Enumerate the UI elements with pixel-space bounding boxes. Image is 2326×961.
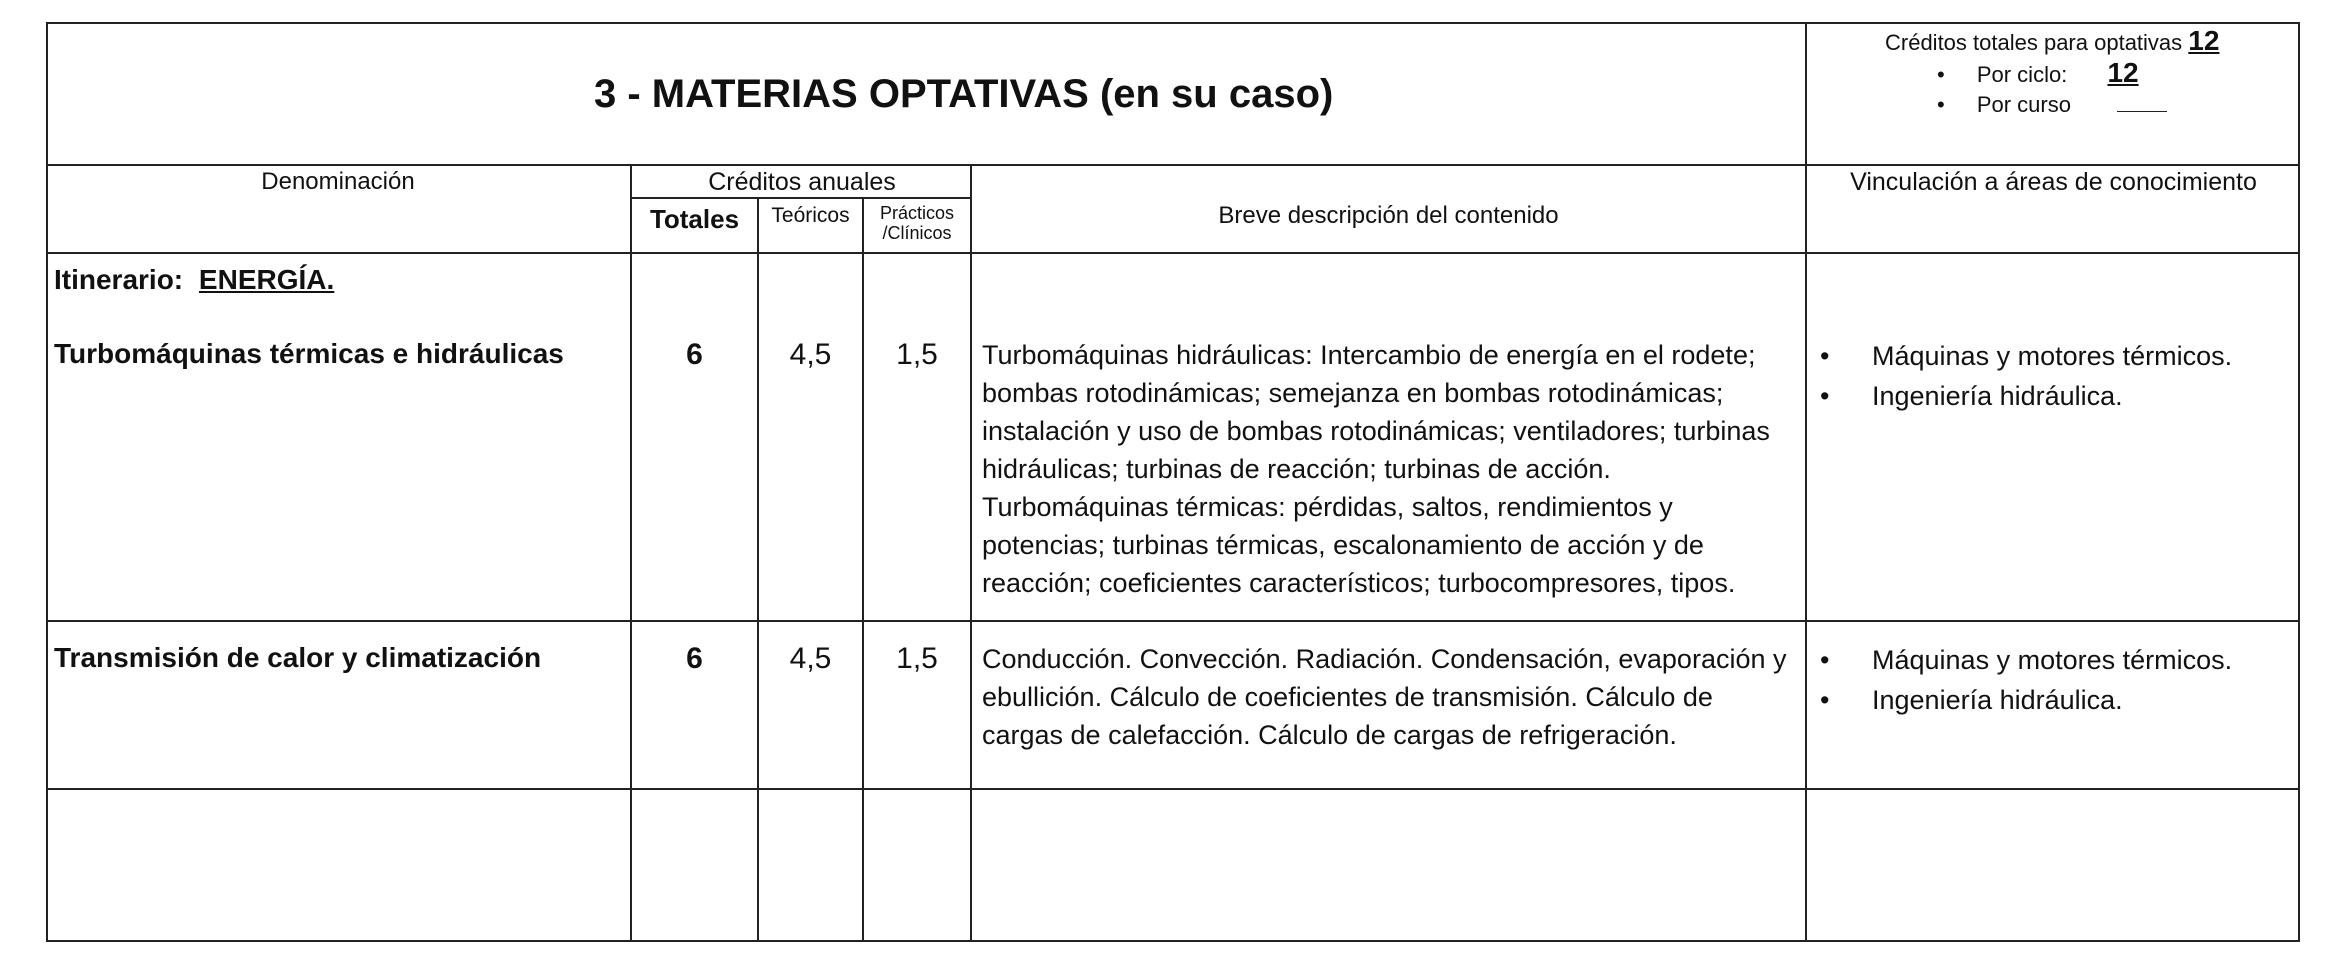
area-label: Máquinas y motores térmicos. [1872,645,2233,675]
subheader-divider [632,197,972,199]
credits-teoricos: 4,5 [789,642,832,675]
col-divider-denominacion [630,164,632,942]
col-header-vinculacion: Vinculación a áreas de conocimiento [1850,168,2257,196]
subject-name: Transmisión de calor y climatización [54,642,542,673]
description-line: hidráulicas; turbinas de reacción; turbinas de acción. [982,454,1611,484]
per-course-value [2117,91,2167,112]
bullet-icon: • [1937,92,1945,117]
col-divider-vinculacion [1805,22,1807,942]
knowledge-areas [1812,336,2297,416]
area-label: Máquinas y motores térmicos. [1872,341,2233,371]
col-header-descripcion: Breve descripción del contenido [1218,202,1559,229]
description-line: ebullición. Cálculo de coeficientes de transmisión. Cálculo de [982,682,1713,712]
description-line: bombas rotodinámicas; semejanza en bombas rotodinámicas; [982,378,1724,408]
bullet-icon: • [1820,341,1830,371]
credits-total-label: Créditos totales para optativas [1885,30,2183,55]
col-header-creditos-anuales: Créditos anuales [708,168,896,196]
per-cycle-value: 12 [2107,57,2139,88]
subject-description [982,640,1802,754]
col-divider-teoricos [862,197,864,942]
bullet-icon: • [1820,685,1830,715]
row-divider-1 [46,620,2300,622]
description-line: instalación y uso de bombas rotodinámicas; ventiladores; turbinas [982,416,1770,446]
per-course-label: Por curso [1976,92,2071,117]
credits-teoricos: 4,5 [789,338,832,371]
area-item [1812,336,2297,376]
area-label: Ingeniería hidráulica. [1872,685,2123,715]
col-header-practicos [864,203,970,243]
subject-description [982,336,1802,602]
col-header-denominacion: Denominación [261,168,415,195]
subject-name: Turbomáquinas térmicas e hidráulicas [54,338,564,369]
description-line: Turbomáquinas térmicas: pérdidas, saltos, rendimientos y [982,492,1673,522]
itinerary-line [54,264,334,296]
description-line: cargas de calefacción. Cálculo de cargas de refrigeración. [982,720,1677,750]
description-line: Conducción. Convección. Radiación. Condensación, evaporación y [982,644,1787,674]
itinerary-value: ENERGÍA. [198,264,335,295]
col-divider-practicos [970,164,972,942]
credits-totales: 6 [686,338,703,371]
credits-total-value: 12 [2188,25,2220,56]
area-item [1812,680,2297,720]
credits-totales: 6 [686,642,703,675]
bullet-icon: • [1937,62,1945,87]
page-title: 3 - MATERIAS OPTATIVAS (en su caso) [594,72,1334,116]
area-item [1812,376,2297,416]
bullet-icon: • [1820,381,1830,411]
credits-practicos: 1,5 [896,338,938,371]
col-header-practicos-line2: /Clínicos [882,223,952,243]
col-header-teoricos: Teóricos [771,204,850,227]
col-header-practicos-line1: Prácticos [879,203,955,223]
col-divider-totales [757,197,759,942]
per-cycle-line [1885,58,2295,90]
header-divider [46,164,2300,166]
description-line: potencias; turbinas térmicas, escalonamiento de acción y de [982,530,1704,560]
knowledge-areas [1812,640,2297,720]
description-line: reacción; coeficientes característicos; turbocompresores, tipos. [982,568,1736,598]
description-line: Turbomáquinas hidráulicas: Intercambio de energía en el rodete; [982,340,1756,370]
bullet-icon: • [1820,645,1830,675]
area-item [1812,640,2297,680]
credits-practicos: 1,5 [896,642,938,675]
per-course-line [1885,90,2295,120]
itinerary-label: Itinerario: [54,264,184,295]
credits-summary [1885,26,2295,120]
area-label: Ingeniería hidráulica. [1872,381,2123,411]
row-divider-2 [46,788,2300,790]
col-header-totales: Totales [649,204,740,234]
per-cycle-label: Por ciclo: [1976,62,2068,87]
credits-total-line [1885,26,2295,58]
column-header-divider [46,252,2300,254]
